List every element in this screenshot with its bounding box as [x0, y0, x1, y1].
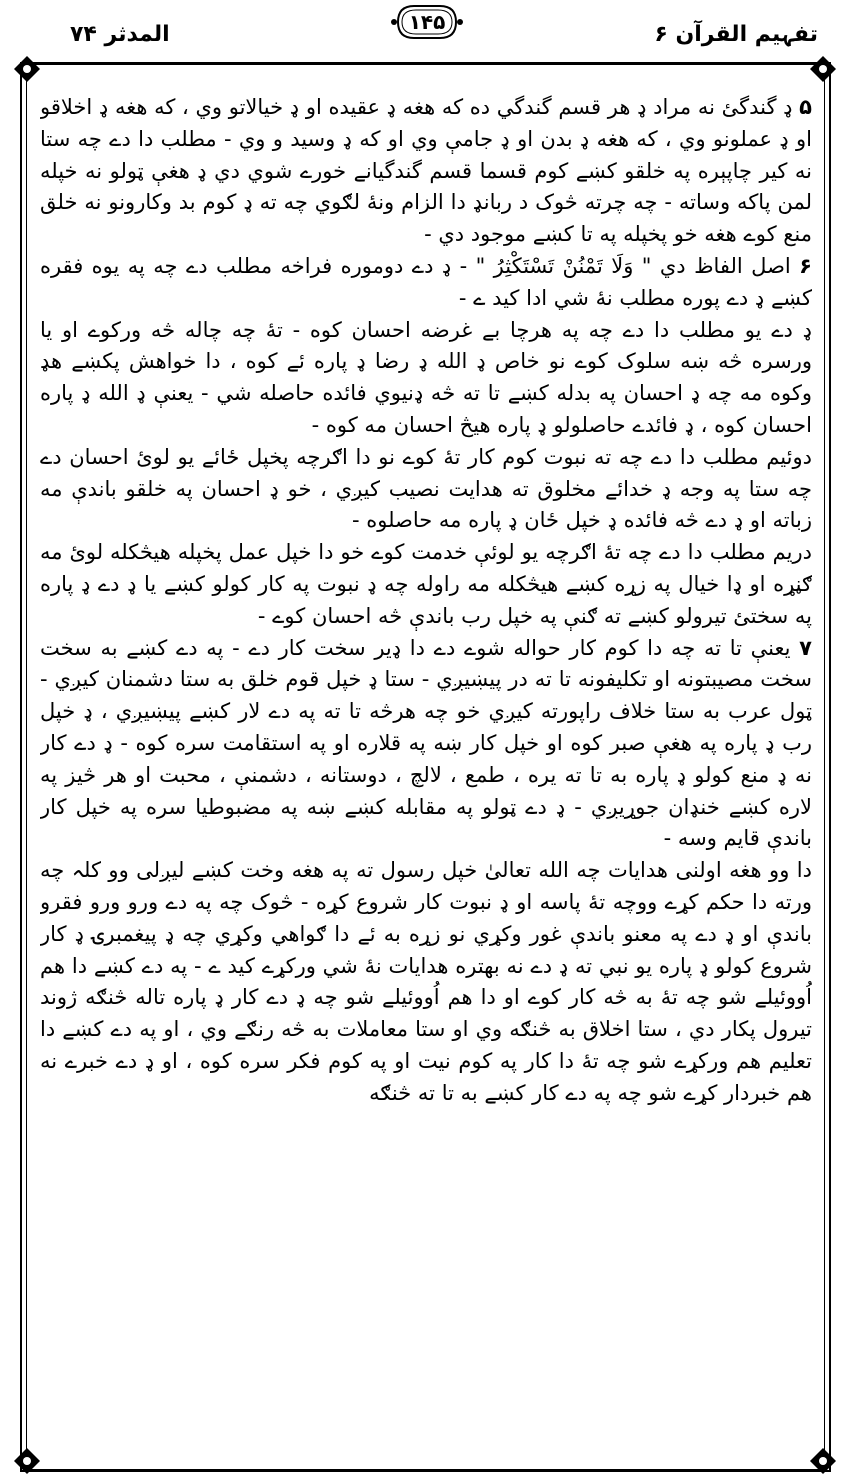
paragraph-text: ډ دے یو مطلب دا دے چه په هرچا بے غرضه احسان کوه - تهٔ چه چاله څه ورکوے او یا ورسره څه ښه سلوک کوے نو خاص ډ الله ډ رضا ډ پاره ئے کوه ، دا خواهش پکښے هډ وکوه مه چه ډ احسان په بدله کښے تا ته څه ډنیوي فائده حاصله شي - یعنې ډ الله ډ پاره احسان کوه ، ډ فائدے حاصلولو ډ پاره هیڅ احسان مه کوه -: [40, 317, 812, 437]
corner-ornament-icon: [808, 1446, 838, 1476]
page-number-cartouche: [390, 2, 464, 42]
corner-ornament-icon: [12, 54, 42, 84]
corner-ornament-icon: [808, 54, 838, 84]
footnote-marker: ۷: [799, 635, 812, 660]
footnote-paragraph: [40, 633, 812, 856]
footnote-paragraph: [40, 92, 812, 251]
paragraph-text: ډ گندگئ نه مراد ډ هر قسم گندگي ده که هغه ډ عقیده او ډ خیالاتو وي ، که هغه ډ اخلاقو او ډ عملونو وي ، که هغه ډ بدن او ډ جامې وي او که ډ وسید و وي - مطلب دا دے چه ستا نه کیر چاپېره په خلقو کښے کوم قسما قسم گندگیانے خورے شوي دي ډ هغې ټولو نه خپله لمن پاکه وساته - چه چرته څوک د ربانډ دا الزام ونهٔ لګوي چه ته ډ کوم بد وکارونو نه خلق منع کوے هغه خو پخپله په تا کښے موجود دي -: [40, 95, 812, 247]
page-number: ۱۴۵: [408, 10, 446, 34]
paragraph-text: اصل الفاظ دي " وَلَا تَمْنُنْ تَسْتَكْثِرُ " - ډ دے دوموره فراخه مطلب دے چه په یوه فقره کښے ډ دے پوره مطلب نهٔ شي ادا کید ے -: [40, 253, 812, 310]
footnote-paragraph: [40, 251, 812, 315]
surah-title: المدثر ۷۴: [70, 22, 170, 47]
corner-ornament-icon: [12, 1446, 42, 1476]
paragraph: [40, 855, 812, 1109]
footnote-marker: ۶: [799, 253, 812, 278]
paragraph: [40, 442, 812, 537]
paragraph-text: یعنې تا ته چه دا کوم کار حواله شوے دے دا ډیر سخت کار دے - په دے کښے به سخت سخت مصیبتونه او تکلیفونه تا ته در پیښیږي - ستا ډ خپل قوم خلق به ستا دشمنان کیږي - ټول عرب به ستا خلاف راپورته کیږي خو چه هرڅه تا ته په دے لار کښے پیښیږي ، ډ خپل رب ډ پاره په هغې صبر کوه او خپل کار ښه په قلاره او په استقامت سره کوه - ډ دے کار نه ډ منع کولو ډ پاره به تا ته یره ، طمع ، لالچ ، دوستانه ، دشمنې ، محبت او هر څیز په لاره کښے خنډان جوړیږي - ډ دے ټولو په مقابله کښے ښه په مضبوطیا سره په خپل کار باندې قایم وسه -: [40, 635, 812, 851]
page-header: [0, 0, 848, 60]
body-text: [40, 92, 812, 1467]
paragraph-text: دوئیم مطلب دا دے چه ته نبوت کوم کار تهٔ کوے نو دا اګرچه پخپل ځائے یو لوئ احسان دے چه ستا په وجه ډ خدائے مخلوق ته هدایت نصیب کیږي ، خو ډ احسان په خلقو باندې مه زباته او ډ دے څه فائده ډ خپل ځان ډ پاره مه حاصلوه -: [40, 444, 812, 533]
footnote-marker: ۵: [799, 95, 812, 119]
paragraph-text: دریم مطلب دا دے چه تهٔ اګرچه یو لوئې خدمت کوے خو دا خپل عمل پخپله هیڅکله لوئ مه ګڼړه او ډا خیال په زړه کښے هیڅکله مه راوله چه ډ نبوت په کار کولو کښے یا ډ دے ډ پاره په سختئ تیرولو کښے ته ګنې په خپل رب باندې څه احسان کوے -: [40, 540, 812, 628]
paragraph-text: دا وو هغه اولنی هدایات چه الله تعالیٰ خپل رسول ته په هغه وخت کښے لیږلی وو کلہ چه ورته دا حکم کړے ووچه تهٔ پاسه او ډ نبوت کار شروع کړه - څوک چه په دے ورو ورو فقرو باندې او ډ دے په معنو باندې غور وکړي نو زړه به ئے دا ګواهي وکړي چه ډ پیغمبرۍ ډ کار شروع کولو ډ پاره یو نبي ته ډ دے نه بهتره هدایات نهٔ شي ورکړے کید ے - په دے کښے دا هم اُووئیلے شو چه تهٔ به څه کار کوے او دا هم اُووئیلے شو چه ډ دے کار ډ پاره تاله څنګه ژوند تیرول پکار دي ، ستا اخلاق به څنګه وي او ستا معاملات به څه رنګے وي ، او په دے کښے دا تعلیم هم ورکړے شو چه تهٔ دا کار په کوم نیت او په کوم فکر سره کوه ، او ډ دے خبرے نه هم خبردار کړے شو چه په دے کار کښے به تا ته څنګه: [40, 858, 812, 1105]
paragraph: [40, 537, 812, 632]
book-title: تفہیم القرآن ۶: [654, 22, 818, 47]
paragraph: [40, 315, 812, 442]
